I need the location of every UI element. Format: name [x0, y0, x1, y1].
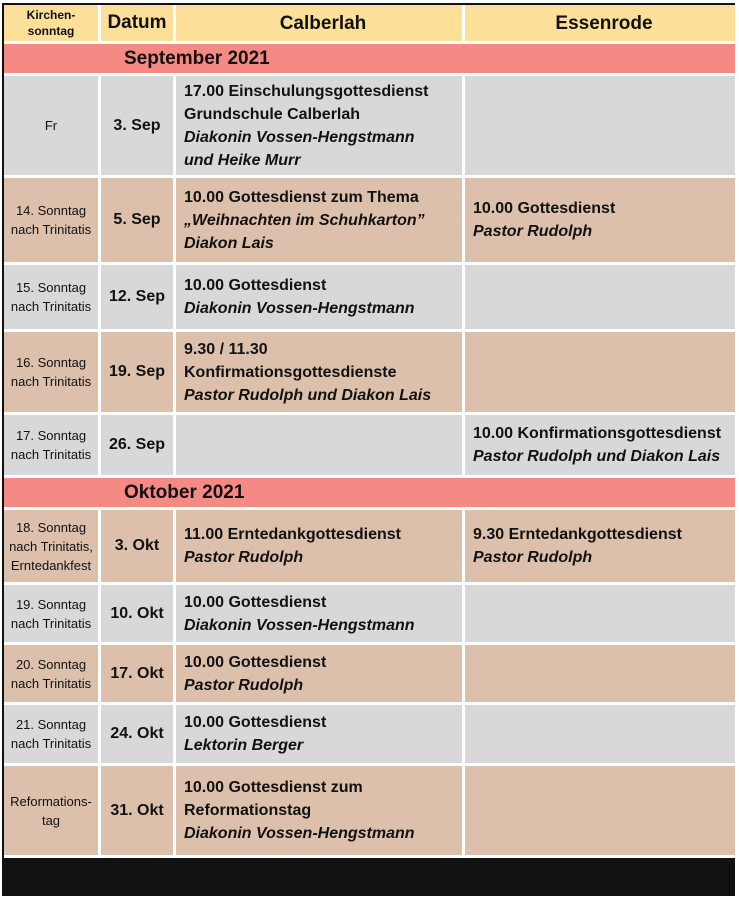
kirchensonntag-text: nach Trinitatis	[10, 447, 92, 462]
header-essenrode: Essenrode	[465, 5, 735, 44]
essenrode-cell	[465, 585, 735, 645]
officiant-text: Pastor Rudolph und Diakon Lais	[473, 448, 721, 465]
date-cell: 26. Sep	[101, 415, 176, 478]
table-row	[4, 705, 735, 766]
kirchensonntag-cell	[4, 76, 101, 178]
table-row	[4, 415, 735, 478]
service-text: 17.00 Einschulungsgottesdienst	[184, 82, 429, 100]
service-text: 10.00 Gottesdienst	[184, 714, 327, 731]
calberlah-cell	[176, 332, 465, 415]
officiant-text: Pastor Rudolph	[184, 676, 304, 694]
officiant-text: Diakonin Vossen-Hengstmann	[184, 300, 415, 317]
kirchensonntag-cell	[4, 510, 101, 585]
kirchensonntag-cell	[4, 705, 101, 766]
officiant-text: Diakonin Vossen-Hengstmann	[184, 616, 415, 634]
service-text: 10.00 Gottesdienst	[473, 200, 616, 217]
officiant-text: Pastor Rudolph	[473, 549, 593, 566]
date-cell: 10. Okt	[101, 585, 176, 645]
service-schedule-table	[4, 5, 735, 858]
service-text: Konfirmationsgottesdienste	[184, 363, 397, 381]
essenrode-cell	[465, 645, 735, 705]
kirchensonntag-text: Erntedankfest	[10, 557, 92, 573]
service-text: 10.00 Konfirmationsgottesdienst	[473, 425, 722, 442]
kirchensonntag-text: nach Trinitatis	[10, 222, 92, 237]
kirchensonntag-text: Fr	[44, 118, 58, 133]
officiant-text: Pastor Rudolph	[473, 223, 593, 240]
date-cell: 12. Sep	[101, 265, 176, 332]
essenrode-cell	[465, 510, 735, 585]
kirchensonntag-cell	[4, 415, 101, 478]
calberlah-cell	[176, 415, 465, 478]
kirchensonntag-text: nach Trinitatis	[10, 736, 92, 751]
date-cell: 3. Okt	[101, 510, 176, 585]
kirchensonntag-text: 20. Sonntag	[15, 656, 87, 672]
calberlah-cell	[176, 178, 465, 265]
table-row	[4, 645, 735, 705]
date-cell: 19. Sep	[101, 332, 176, 415]
kirchensonntag-text: nach Trinitatis	[10, 675, 92, 691]
table-row	[4, 332, 735, 415]
table-row	[4, 766, 735, 858]
essenrode-cell	[465, 76, 735, 178]
kirchensonntag-text: 16. Sonntag	[15, 355, 87, 370]
calberlah-cell	[176, 585, 465, 645]
essenrode-cell	[465, 705, 735, 766]
calberlah-cell	[176, 645, 465, 705]
table-row	[4, 510, 735, 585]
kirchensonntag-text: Reformations-	[10, 793, 92, 809]
calberlah-cell	[176, 766, 465, 858]
officiant-text: Pastor Rudolph	[184, 549, 304, 566]
service-text: 10.00 Gottesdienst zum Thema	[184, 188, 419, 206]
month-header-row	[4, 478, 735, 510]
essenrode-cell	[465, 178, 735, 265]
date-cell: 5. Sep	[101, 178, 176, 265]
officiant-text: Diakon Lais	[184, 234, 274, 252]
month-label: Oktober 2021	[4, 478, 735, 510]
service-text: 10.00 Gottesdienst	[184, 593, 327, 611]
officiant-text: Lektorin Berger	[184, 737, 304, 754]
calberlah-cell	[176, 265, 465, 332]
date-cell: 24. Okt	[101, 705, 176, 766]
essenrode-cell	[465, 332, 735, 415]
service-text: 9.30 / 11.30	[184, 340, 268, 358]
kirchensonntag-text: nach Trinitatis	[10, 615, 92, 631]
kirchensonntag-text: 18. Sonntag	[15, 519, 87, 535]
kirchensonntag-text: 17. Sonntag	[15, 428, 87, 443]
officiant-text: Pastor Rudolph und Diakon Lais	[184, 386, 432, 404]
service-text: 10.00 Gottesdienst	[184, 653, 327, 671]
service-text: 10.00 Gottesdienst	[184, 277, 327, 294]
kirchensonntag-text: 15. Sonntag	[15, 280, 87, 295]
header-datum: Datum	[101, 5, 176, 44]
officiant-text: Diakonin Vossen-Hengstmann	[184, 825, 415, 842]
essenrode-cell	[465, 766, 735, 858]
service-text: Grundschule Calberlah	[184, 105, 361, 123]
kirchensonntag-text: nach Trinitatis	[10, 374, 92, 389]
calberlah-cell	[176, 76, 465, 178]
kirchensonntag-text: 19. Sonntag	[15, 596, 87, 612]
kirchensonntag-cell	[4, 645, 101, 705]
officiant-text: und Heike Murr	[184, 151, 301, 169]
officiant-text: Diakonin Vossen-Hengstmann	[184, 128, 415, 146]
header-kirchensonntag: Kirchen- sonntag	[4, 5, 101, 44]
table-row	[4, 585, 735, 645]
service-text: 10.00 Gottesdienst zum	[184, 779, 363, 796]
header-calberlah: Calberlah	[176, 5, 465, 44]
month-label: September 2021	[4, 44, 735, 76]
kirchensonntag-text: 14. Sonntag	[15, 203, 87, 218]
table-row	[4, 178, 735, 265]
kirchensonntag-cell	[4, 585, 101, 645]
kirchensonntag-text: nach Trinitatis	[10, 299, 92, 314]
kirchensonntag-cell	[4, 332, 101, 415]
calberlah-cell	[176, 510, 465, 585]
date-cell: 3. Sep	[101, 76, 176, 178]
kirchensonntag-text: tag	[41, 812, 61, 828]
essenrode-cell	[465, 265, 735, 332]
date-cell: 17. Okt	[101, 645, 176, 705]
kirchensonntag-cell	[4, 178, 101, 265]
kirchensonntag-cell	[4, 265, 101, 332]
essenrode-cell	[465, 415, 735, 478]
kirchensonntag-cell	[4, 766, 101, 858]
table-row	[4, 76, 735, 178]
kirchensonntag-text: 21. Sonntag	[15, 717, 87, 732]
service-text: Reformationstag	[184, 802, 312, 819]
date-cell: 31. Okt	[101, 766, 176, 858]
service-text: 11.00 Erntedankgottesdienst	[184, 526, 401, 543]
kirchensonntag-text: nach Trinitatis,	[9, 538, 93, 554]
header-row	[4, 5, 735, 44]
month-header-row	[4, 44, 735, 76]
table-row	[4, 265, 735, 332]
service-text: 9.30 Erntedankgottesdienst	[473, 526, 682, 543]
calberlah-cell	[176, 705, 465, 766]
officiant-text: „Weihnachten im Schuhkarton”	[184, 211, 425, 229]
